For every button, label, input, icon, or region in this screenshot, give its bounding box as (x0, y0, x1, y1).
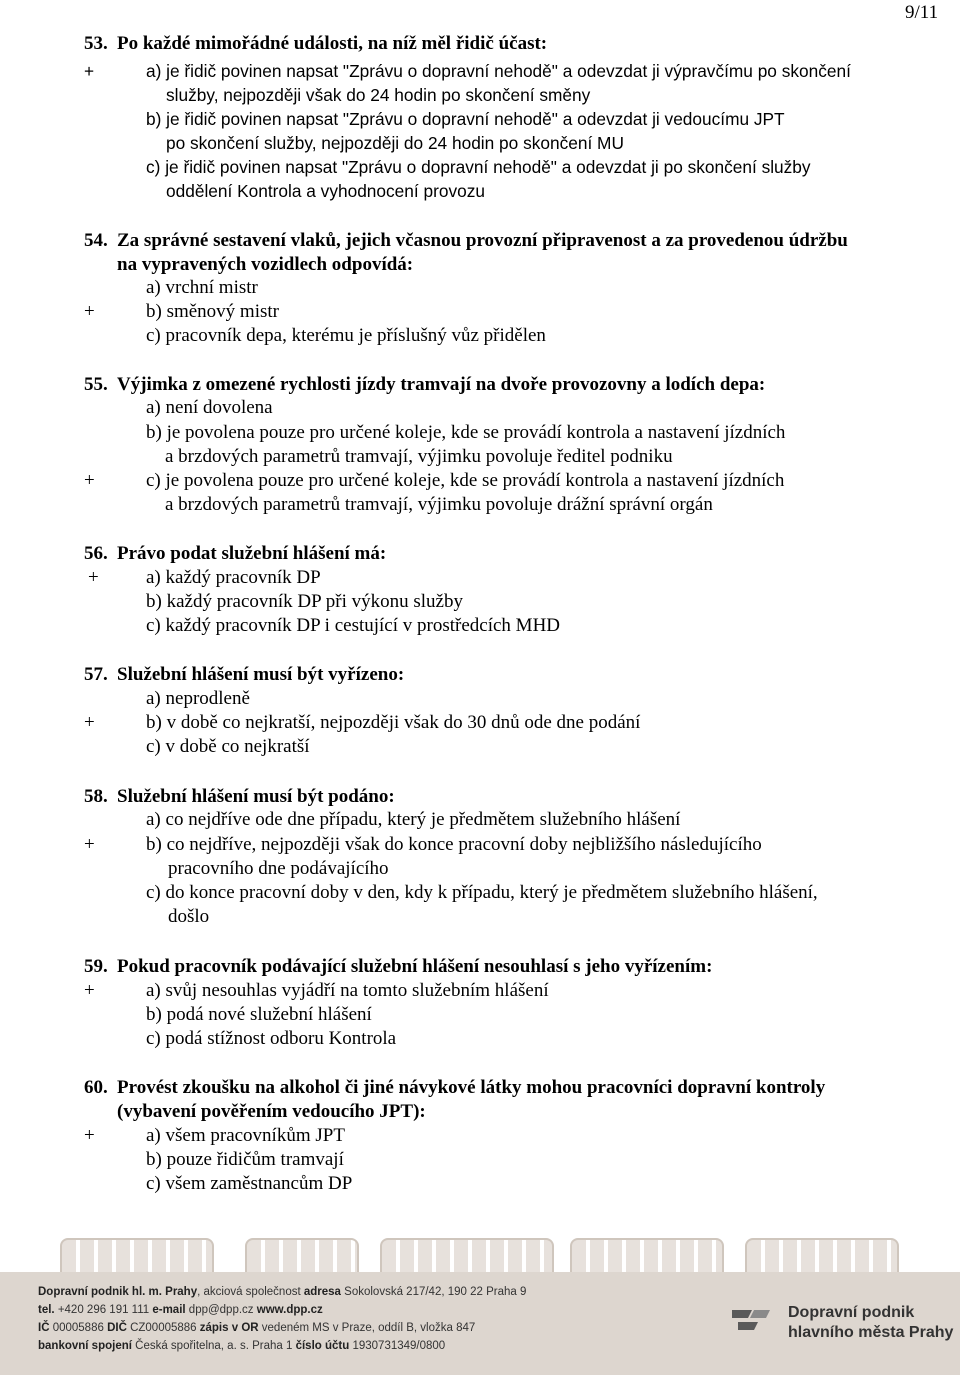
option-text: c) podá stížnost odboru Kontrola (146, 1028, 397, 1049)
answer-option (0, 276, 960, 300)
answer-option (0, 324, 960, 348)
option-text: b) každý pracovník DP při výkonu služby (146, 591, 463, 612)
answer-option (0, 881, 960, 927)
correct-mark: + (84, 980, 95, 1001)
tram-silhouette-icon (245, 1238, 359, 1274)
answer-option (0, 396, 960, 420)
option-text: a) není dovolena (146, 397, 273, 418)
option-text: a) svůj nesouhlas vyjádří na tomto služebním hlášení (146, 980, 549, 1001)
dpp-logo-icon (728, 1304, 774, 1340)
footer-line-registration: IČ 00005886 DIČ CZ00005886 zápis v OR vedeném MS v Praze, oddíl B, vložka 847 (38, 1322, 476, 1334)
answer-option (0, 614, 960, 638)
answer-option (0, 1003, 960, 1027)
correct-mark: + (84, 1125, 95, 1146)
answer-option (0, 1172, 960, 1196)
correct-mark: + (84, 61, 95, 81)
option-text: b) je řidič povinen napsat "Zprávu o dopravní nehodě" a odevzdat ji vedoucímu JPT (146, 109, 785, 129)
company-footer (0, 1228, 960, 1375)
question-title: 60. Provést zkoušku na alkohol či jiné návykové látky mohou pracovníci dopravní kontroly (84, 1077, 826, 1098)
option-text-cont: pracovního dne podávajícího (168, 858, 389, 879)
tram-silhouette-icon (745, 1238, 899, 1274)
option-text: b) podá nové služební hlášení (146, 1004, 372, 1025)
question-title: 56. Právo podat služební hlášení má: (84, 543, 387, 564)
option-text: a) vrchní mistr (146, 277, 258, 298)
footer-line-bank: bankovní spojení Česká spořitelna, a. s. Praha 1 číslo účtu 1930731349/0800 (38, 1340, 446, 1352)
question-number: 54. (84, 230, 108, 251)
option-text: c) je řidič povinen napsat "Zprávu o dopravní nehodě" a odevzdat ji po skončení služby (146, 157, 811, 177)
answer-option (0, 1148, 960, 1172)
answer-option (0, 711, 960, 735)
answer-option (0, 1124, 960, 1148)
option-text: c) každý pracovník DP i cestující v prostředcích MHD (146, 615, 561, 636)
answer-option (0, 590, 960, 614)
option-text-cont: došlo (168, 906, 210, 927)
question-number: 55. (84, 374, 108, 395)
question-number: 56. (84, 543, 108, 564)
question-number: 59. (84, 956, 108, 977)
question-number: 58. (84, 786, 108, 807)
page-number: 9/11 (905, 2, 939, 23)
option-text: b) v době co nejkratší, nejpozději však do 30 dnů ode dne podání (146, 712, 641, 733)
correct-mark: + (84, 834, 95, 855)
question-title: 57. Služební hlášení musí být vyřízeno: (84, 664, 405, 685)
question-title: 59. Pokud pracovník podávající služební hlášení nesouhlasí s jeho vyřízením: (84, 956, 713, 977)
answer-option (0, 300, 960, 324)
question-number: 57. (84, 664, 108, 685)
option-text: a) neprodleně (146, 688, 250, 709)
tram-silhouette-icon (60, 1238, 214, 1274)
answer-option (0, 687, 960, 711)
option-text-cont: a brzdových parametrů tramvají, výjimku povoluje drážní správní orgán (165, 494, 713, 515)
answer-option (0, 155, 960, 201)
question-title: 54. Za správné sestavení vlaků, jejich včasnou provozní připravenost a za provedenou údržbu (84, 230, 848, 251)
option-text: c) je povolena pouze pro určené koleje, kde se provádí kontrola a nastavení jízdních (146, 470, 785, 491)
question-title: 55. Výjimka z omezené rychlosti jízdy tramvají na dvoře provozovny a lodích depa: (84, 374, 766, 395)
question-title-cont: na vypravených vozidlech odpovídá: (117, 254, 414, 275)
correct-mark: + (84, 470, 95, 491)
option-text: a) všem pracovníkům JPT (146, 1125, 345, 1146)
option-text: c) všem zaměstnancům DP (146, 1173, 353, 1194)
option-text: b) pouze řidičům tramvají (146, 1149, 344, 1170)
tram-silhouette-icon (380, 1238, 554, 1274)
option-text: a) každý pracovník DP (146, 567, 321, 588)
footer-line-contact: tel. +420 296 191 111 e-mail dpp@dpp.cz www.dpp.cz (38, 1304, 323, 1316)
option-text: a) co nejdříve ode dne případu, který je předmětem služebního hlášení (146, 809, 681, 830)
option-text-cont: po skončení služby, nejpozději do 24 hodin po skončení MU (166, 133, 624, 153)
answer-option (0, 59, 960, 105)
question-title-cont: (vybavení pověřením vedoucího JPT): (117, 1101, 426, 1122)
option-text-cont: oddělení Kontrola a vyhodnocení provozu (166, 181, 485, 201)
answer-option (0, 107, 960, 153)
option-text: b) směnový mistr (146, 301, 279, 322)
correct-mark: + (84, 712, 95, 733)
option-text-cont: a brzdových parametrů tramvají, výjimku povoluje ředitel podniku (165, 446, 673, 467)
answer-option (0, 735, 960, 759)
question-number: 60. (84, 1077, 108, 1098)
company-brand: Dopravní podnik hlavního města Prahy (788, 1304, 954, 1341)
answer-option (0, 1027, 960, 1051)
tram-silhouette-icon (570, 1238, 724, 1274)
answer-option (0, 566, 960, 590)
answer-option (0, 833, 960, 879)
answer-option (0, 421, 960, 467)
option-text: b) je povolena pouze pro určené koleje, kde se provádí kontrola a nastavení jízdních (146, 422, 786, 443)
option-text: a) je řidič povinen napsat "Zprávu o dopravní nehodě" a odevzdat ji výpravčímu po skončení (146, 61, 851, 81)
correct-mark: + (84, 301, 95, 322)
option-text: c) v době co nejkratší (146, 736, 310, 757)
answer-option (0, 808, 960, 832)
option-text-cont: služby, nejpozději však do 24 hodin po skončení směny (166, 85, 591, 105)
question-number: 53. (84, 33, 108, 54)
correct-mark: + (88, 567, 99, 588)
option-text: c) do konce pracovní doby v den, kdy k případu, který je předmětem služebního hlášení, (146, 882, 818, 903)
footer-line-company: Dopravní podnik hl. m. Prahy, akciová společnost adresa Sokolovská 217/42, 190 22 Praha 9 (38, 1286, 527, 1298)
answer-option (0, 469, 960, 515)
answer-option (0, 979, 960, 1003)
question-title: 58. Služební hlášení musí být podáno: (84, 786, 395, 807)
option-text: b) co nejdříve, nejpozději však do konce pracovní doby nejbližšího následujícího (146, 834, 762, 855)
question-title: 53. Po každé mimořádné události, na níž měl řidič účast: (84, 33, 548, 54)
option-text: c) pracovník depa, kterému je příslušný vůz přidělen (146, 325, 546, 346)
